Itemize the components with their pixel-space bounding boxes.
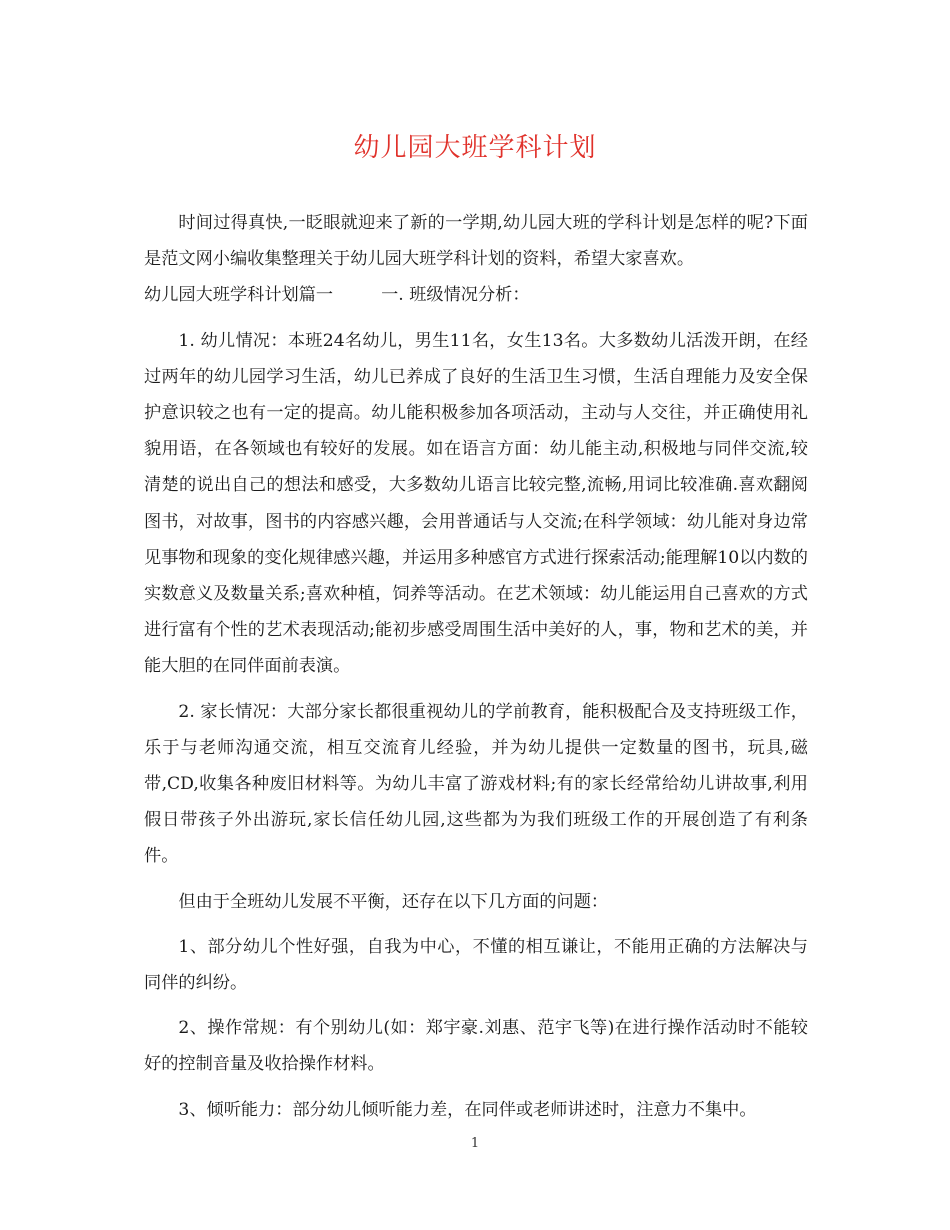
document-title: 幼儿园大班学科计划 xyxy=(353,133,597,163)
paragraph-problem-2: 2、操作常规：有个别幼儿(如：郑宇豪.刘惠、范宇飞等)在进行操作活动时不能较好的控制音量及收拾操作材料。 xyxy=(144,1018,808,1075)
section-heading-left: 幼儿园大班学科计划篇一 xyxy=(144,285,334,306)
paragraph-parents-situation: 2. 家长情况：大部分家长都很重视幼儿的学前教育，能积极配合及支持班级工作，乐于与老师沟通交流，相互交流育儿经验，并为幼儿提供一定数量的图书，玩具,磁带,CD,收集各种废旧材料等。为幼儿丰富了游戏材料;有的家长经常给幼儿讲故事,利用假日带孩子外出游玩,家长信任幼儿园,这些都为为我们班级工作的开展创造了有利条件。 xyxy=(144,701,808,867)
paragraph-problems-intro: 但由于全班幼儿发展不平衡，还存在以下几方面的问题： xyxy=(178,891,609,912)
paragraph-problem-3: 3、倾听能力：部分幼儿倾听能力差，在同伴或老师讲述时，注意力不集中。 xyxy=(178,1099,757,1120)
paragraph-children-situation: 1. 幼儿情况：本班24名幼儿，男生11名，女生13名。大多数幼儿活泼开朗，在经过两年的幼儿园学习生活，幼儿已养成了良好的生活卫生习惯，生活自理能力及安全保护意识较之也有一定的提高。幼儿能积极参加各项活动，主动与人交往，并正确使用礼貌用语，在各领域也有较好的发展。如在语言方面：幼儿能主动,积极地与同伴交流,较清楚的说出自己的想法和感受，大多数幼儿语言比较完整,流畅,用词比较准确.喜欢翻阅图书，对故事，图书的内容感兴趣，会用普通话与人交流;在科学领域：幼儿能对身边常见事物和现象的变化规律感兴趣，并运用多种感官方式进行探索活动;能理解10以内数的实数意义及数量关系;喜欢种植，饲养等活动。在艺术领域：幼儿能运用自己喜欢的方式进行富有个性的艺术表现活动;能初步感受周围生活中美好的人，事，物和艺术的美，并能大胆的在同伴面前表演。 xyxy=(144,330,808,677)
section-heading xyxy=(144,277,808,313)
paragraph-problem-1: 1、部分幼儿个性好强，自我为中心，不懂的相互谦让，不能用正确的方法解决与同伴的纠纷。 xyxy=(144,936,808,994)
intro-paragraph: 时间过得真快,一眨眼就迎来了新的一学期,幼儿园大班的学科计划是怎样的呢?下面是范文网小编收集整理关于幼儿园大班学科计划的资料，希望大家喜欢。 xyxy=(144,213,808,270)
page-number: 1 xyxy=(470,1136,480,1151)
document-body xyxy=(144,205,808,1137)
section-heading-right: 一. 班级情况分析： xyxy=(381,285,530,306)
